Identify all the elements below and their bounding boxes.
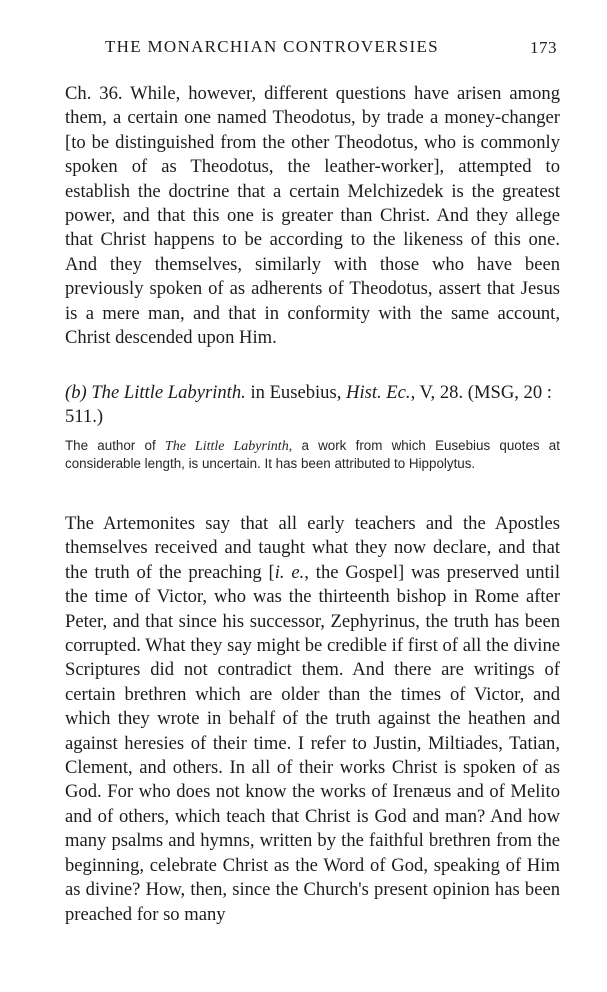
page-number: 173 <box>530 38 557 57</box>
artemonites-part2: the Gospel] was preserved until the time of Victor, who was the thirteenth bishop in Rome after Peter, and that since his successor, Zephyrinus, the truth has been corrupted. What they say might be credible if first of all the divine Scriptures did not contradict them. And there are writings of certain brethren which are older than the times of Victor, and which they wrote in behalf of the truth against the heathen and against heresies of their time. I refer to Justin, Miltiades, Tatian, Clement, and others. In all of their works Christ is spoken of as God. For who does not know the works of Irenæus and of Melito and of others, which teach that Christ is God and man? And how many psalms and hymns, written by the faithful brethren from the beginning, celebrate Christ as the Word of God, speaking of Him as divine? How, then, since the Church's present opinion has been preached for so many <box>65 561 560 925</box>
source-work-title: The Little Labyrinth. <box>91 382 246 403</box>
source-reference-title: Hist. Ec., <box>346 382 416 403</box>
note-prefix: The author of <box>65 438 156 453</box>
paragraph-artemonites <box>65 512 560 927</box>
note-work-title: The Little Labyrinth, <box>164 439 293 454</box>
source-reference: V, 28. (MSG, 20 : 511.) <box>65 382 552 428</box>
running-title: THE MONARCHIAN CONTROVERSIES <box>105 37 439 56</box>
source-label: (b) <box>65 382 87 403</box>
paragraph-theodotus: Ch. 36. While, however, different questions have arisen among them, a certain one named Theodotus, by trade a money-changer [to be distinguished from the other Theodotus, who is commonly spoken of as Theodotus, the leather-worker], attempted to establish the doctrine that a certain Melchizedek is the greatest power, and that this one is greater than Christ. And they allege that Christ happens to be according to the likeness of this one. And they themselves, similarly with those who have been previously spoken of as adherents of Theodotus, assert that Jesus is a mere man, and that in conformity with the same account, Christ descended upon Him. <box>65 83 560 349</box>
source-heading <box>65 381 560 430</box>
artemonites-ie: i. e., <box>274 561 309 583</box>
note-rest: a work from which Eusebius quotes at considerable length, is uncertain. It has been attributed to Hippolytus. <box>65 438 560 472</box>
source-in-text: in Eusebius, <box>250 382 342 403</box>
artemonites-part1: The Artemonites say that all early teachers and the Apostles themselves received and taught what they now declare, and that the truth of the preaching [ <box>65 513 560 583</box>
running-head <box>47 37 561 61</box>
editorial-note <box>65 437 560 472</box>
